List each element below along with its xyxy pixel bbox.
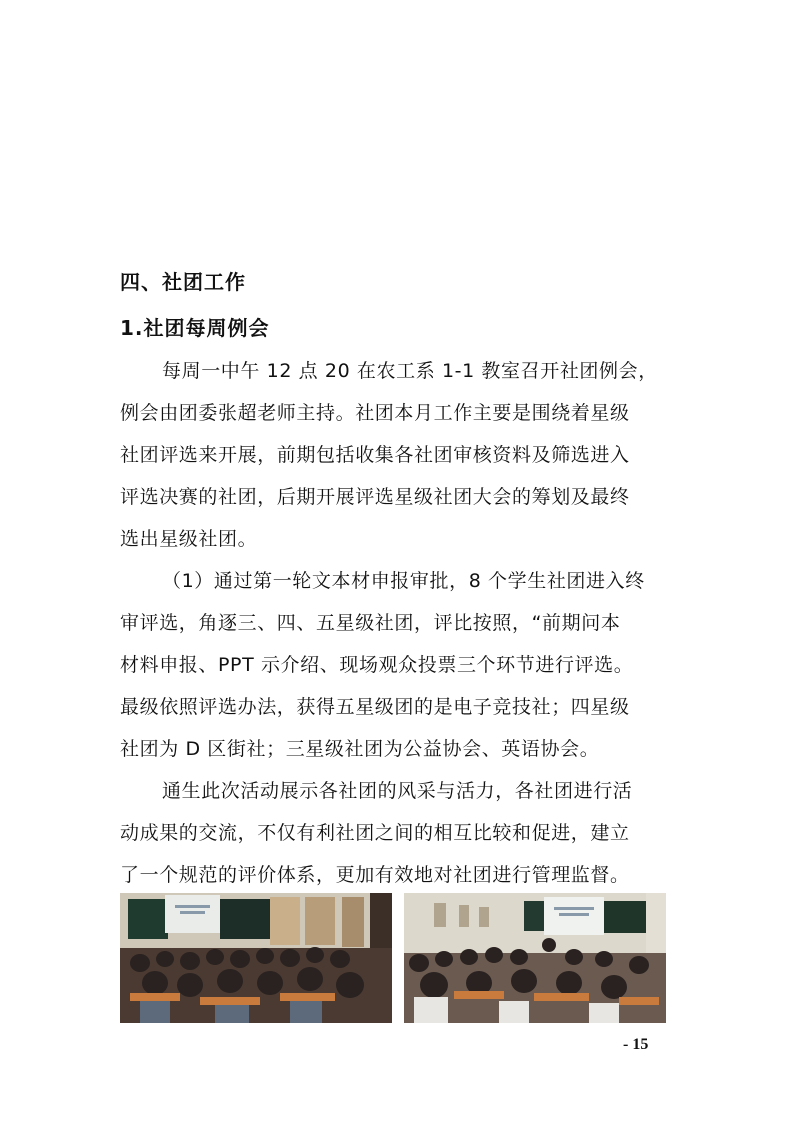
paragraph-line: 通生此次活动展示各社团的风采与活力，各社团进行活 <box>162 780 633 802</box>
paragraph-line: （1）通过第一轮文本材申报审批，8 个学生社团进入终 <box>162 570 645 592</box>
meeting-photo-right <box>404 893 666 1023</box>
paragraph-line: 审评选，角逐三、四、五星级社团，评比按照，“前期问本 <box>120 612 621 634</box>
paragraph-line: 每周一中午 12 点 20 在农工系 1-1 教室召开社团例会， <box>162 360 658 382</box>
paragraph-line: 选出星级社团。 <box>120 528 258 550</box>
subsection-title: 1.社团每周例会 <box>120 316 270 340</box>
paragraph-line: 材料申报、PPT 示介绍、现场观众投票三个环节进行评选。 <box>120 654 634 676</box>
paragraph-line: 社团为 D 区街社；三星级社团为公益协会、英语协会。 <box>120 738 600 760</box>
paragraph-line: 了一个规范的评价体系，更加有效地对社团进行管理监督。 <box>120 864 630 886</box>
paragraph-line: 动成果的交流，不仅有利社团之间的相互比较和促进，建立 <box>120 822 630 844</box>
page-number: - 15 <box>623 1036 649 1053</box>
paragraph-line: 社团评选来开展，前期包括收集各社团审核资料及筛选进入 <box>120 444 630 466</box>
section-title: 四、社团工作 <box>120 270 246 294</box>
meeting-photo-left <box>120 893 392 1023</box>
paragraph-line: 最级依照评选办法，获得五星级团的是电子竞技社；四星级 <box>120 696 630 718</box>
paragraph-line: 评选决赛的社团，后期开展评选星级社团大会的筹划及最终 <box>120 486 630 508</box>
paragraph-line: 例会由团委张超老师主持。社团本月工作主要是围绕着星级 <box>120 402 630 424</box>
